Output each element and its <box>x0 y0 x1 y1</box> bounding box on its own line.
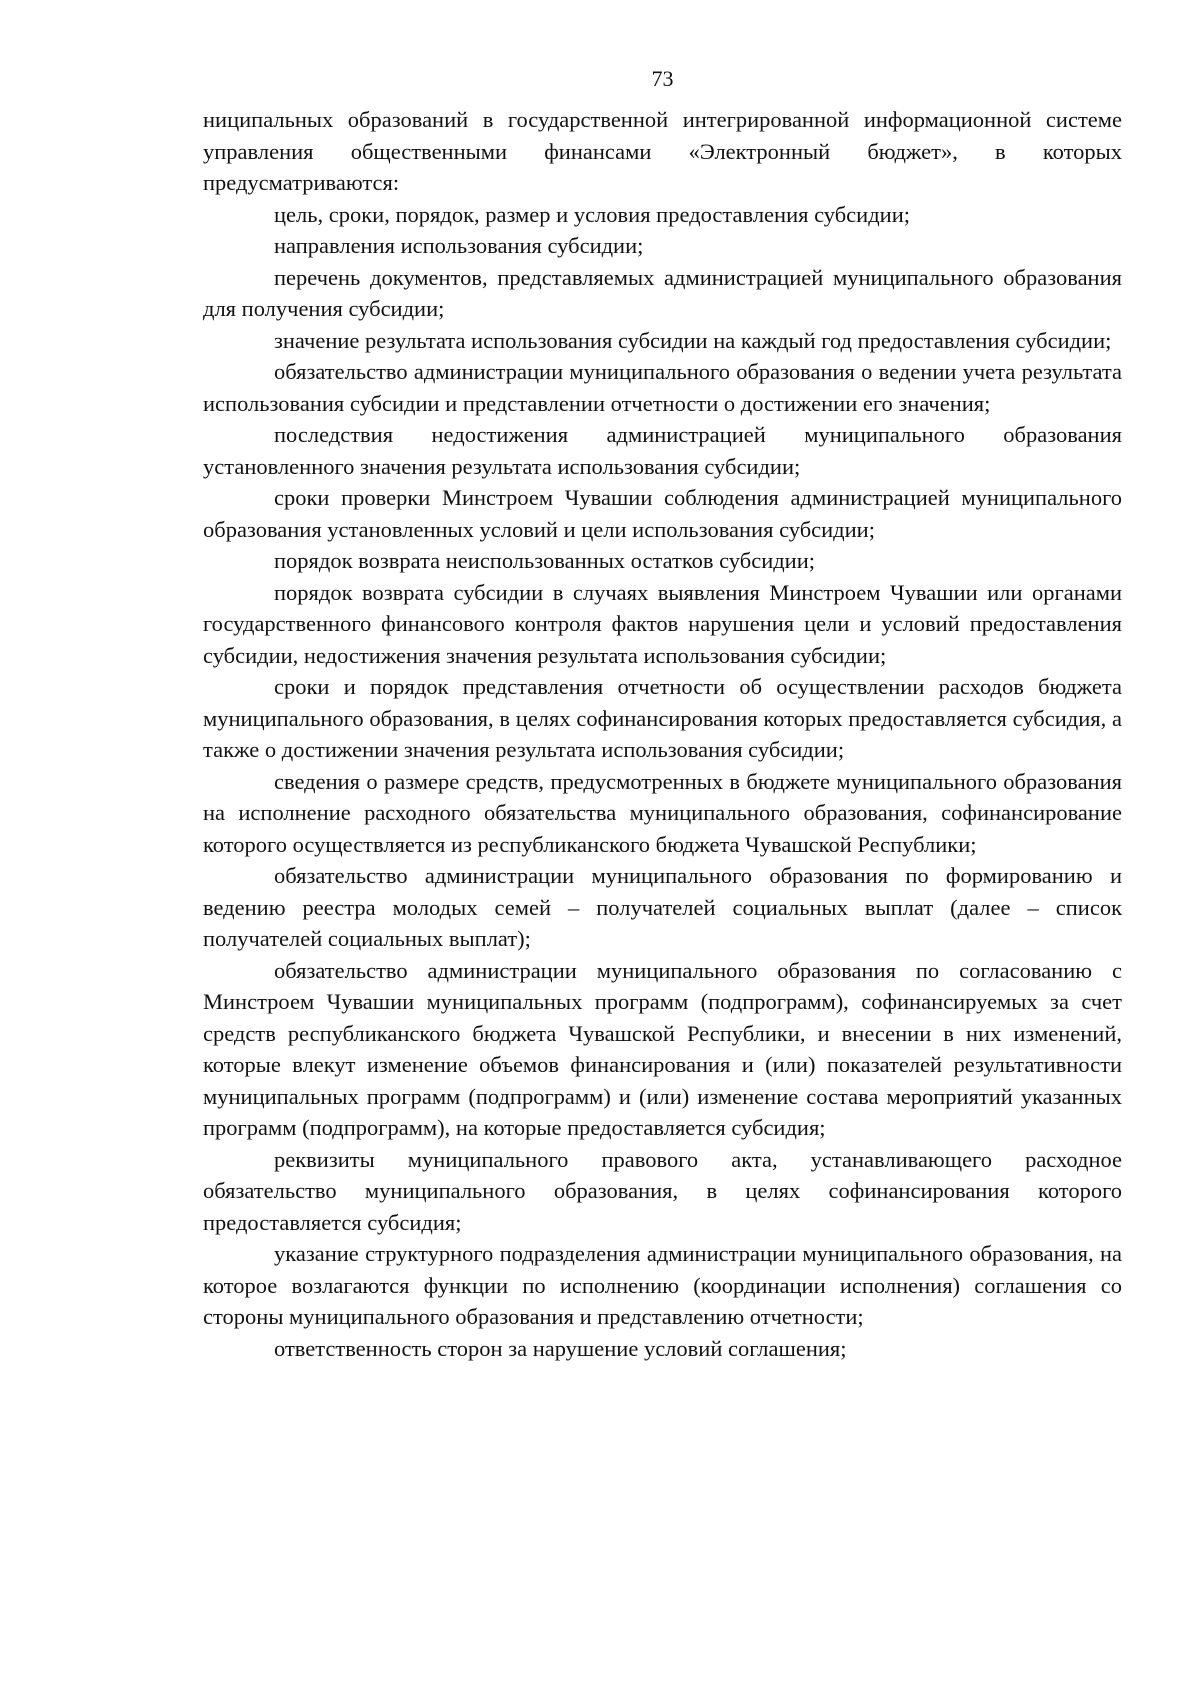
paragraph-result-value: значение результата использования субсидии на каждый год предоставления субсидии; <box>274 327 1112 353</box>
page-number: 73 <box>651 66 674 91</box>
paragraph-documents-list: перечень документов, представляемых администрацией муниципального образования для получения субсидии; <box>203 264 1122 321</box>
paragraph-program-approval: обязательство администрации муниципального образования по согласованию с Минстроем Чувашии муниципальных программ (подпрограмм), софинансируемых за счет средств республиканского бюджета Чувашской Республики, и внесении в них изменений, которые влекут изменение объемов финансирования и (или) показателей результативности муниципальных программ (подпрограмм) и (или) изменение состава мероприятий указанных программ (подпрограмм), на которые предоставляется субсидия; <box>203 957 1122 1140</box>
paragraph-continuation: ниципальных образований в государственной интегрированной информационной системе управления общественными финансами «Электронный бюджет», в которых предусматриваются: <box>203 107 1122 195</box>
paragraph-non-achievement: последствия недостижения администрацией муниципального образования установленного значения результата использования субсидии; <box>203 422 1122 479</box>
paragraph-liability: ответственность сторон за нарушение условий соглашения; <box>274 1335 847 1361</box>
paragraph-reporting-terms: сроки и порядок представления отчетности об осуществлении расходов бюджета муниципального образования, в целях софинансирования которых предоставляется субсидия, а также о достижении значения результата использования субсидии; <box>203 674 1122 762</box>
paragraph-budget-funds: сведения о размере средств, предусмотренных в бюджете муниципального образования на исполнение расходного обязательства муниципального образования, софинансирование которого осуществляется из республиканского бюджета Чувашской Республики; <box>203 768 1122 857</box>
document-body <box>203 104 1122 1364</box>
paragraph-responsible-division: указание структурного подразделения администрации муниципального образования, на которое возлагаются функции по исполнению (координации исполнения) соглашения со стороны муниципального образования и представлению отчетности; <box>203 1241 1122 1329</box>
paragraph-unused-return: порядок возврата неиспользованных остатков субсидии; <box>274 548 816 573</box>
paragraph-legal-act-details: реквизиты муниципального правового акта, устанавливающего расходное обязательство муниципального образования, в целях софинансирования которого предоставляется субсидия; <box>203 1146 1122 1235</box>
paragraph-violation-return: порядок возврата субсидии в случаях выявления Минстроем Чувашии или органами государственного финансового контроля фактов нарушения цели и условий предоставления субсидии, недостижения значения результата использования субсидии; <box>203 579 1122 668</box>
paragraph-inspection-terms: сроки проверки Минстроем Чувашии соблюдения администрацией муниципального образования установленных условий и цели использования субсидии; <box>203 485 1122 542</box>
paragraph-goal-terms: цель, сроки, порядок, размер и условия предоставления субсидии; <box>274 201 910 227</box>
paragraph-accounting-obligation: обязательство администрации муниципального образования о ведении учета результата использования субсидии и представлении отчетности о достижении его значения; <box>203 359 1122 416</box>
paragraph-registry-obligation: обязательство администрации муниципального образования по формированию и ведению реестра молодых семей – получателей социальных выплат (далее – список получателей социальных выплат); <box>203 863 1122 951</box>
paragraph-usage-directions: направления использования субсидии; <box>274 233 644 258</box>
